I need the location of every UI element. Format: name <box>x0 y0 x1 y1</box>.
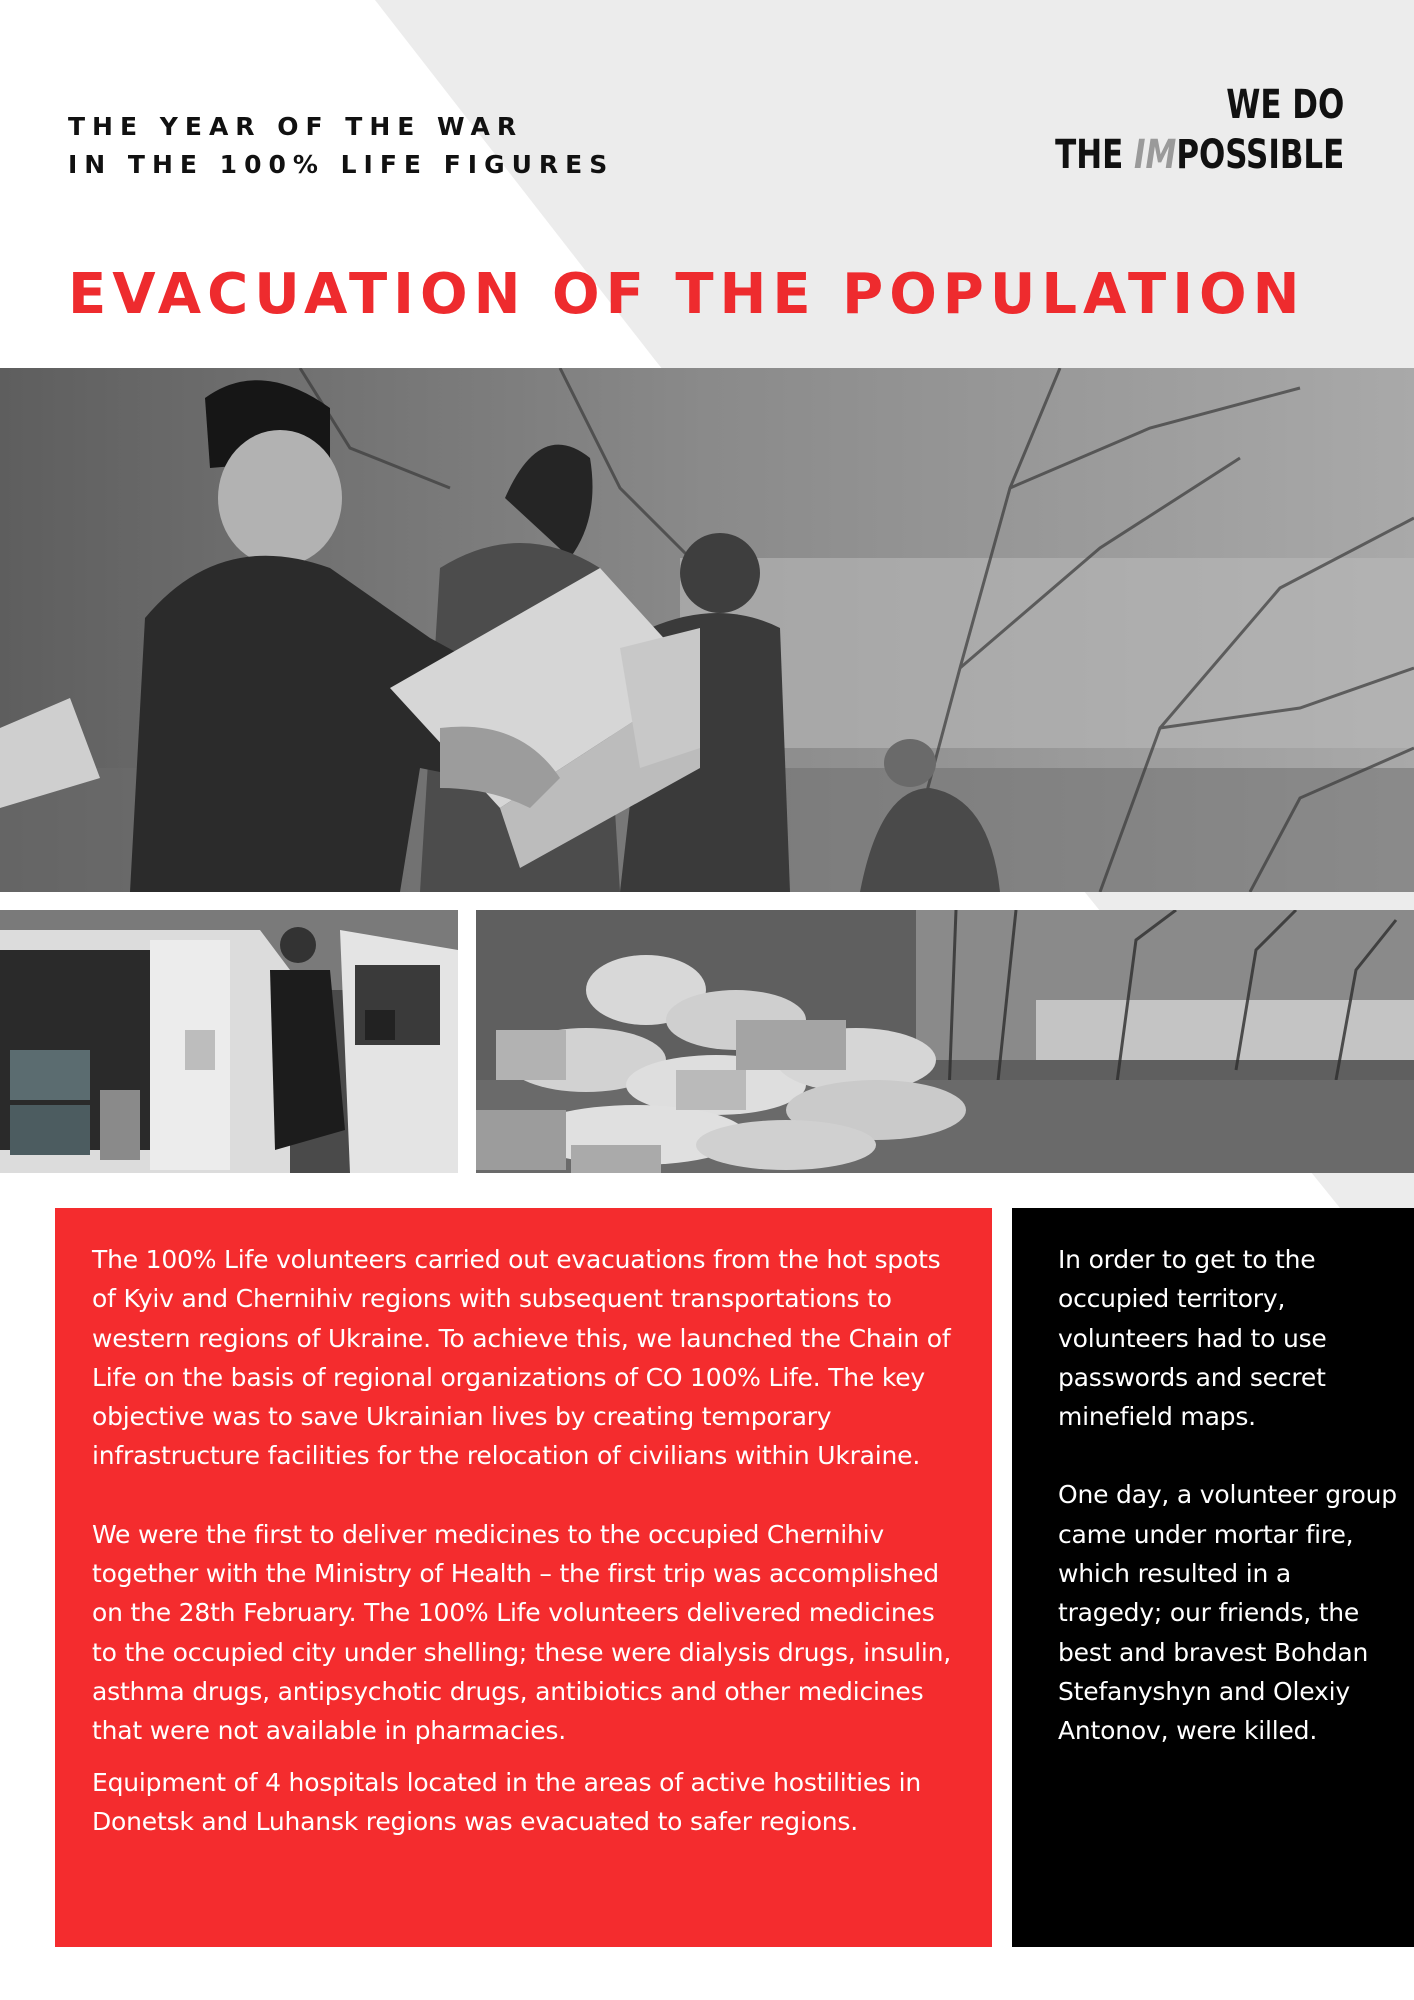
logo-word-the: THE <box>1054 132 1134 178</box>
paragraph-medicines: We were the first to deliver medicines to the occupied Chernihiv together with the Ministry of Health – the first trip was accomplished on the 28th February. The 100% Life volunteers delivered medicines to the occupied city under shelling; these were dialysis drugs, insulin, asthma drugs, antipsychotic drugs, antibiotics and other medicines that were not available in pharmacies. <box>92 1519 952 1746</box>
logo-word-im: IM <box>1133 132 1177 178</box>
hero-photo-volunteers <box>0 368 1414 892</box>
photo-van-loading <box>0 910 458 1173</box>
logo-line-1: WE DO <box>1225 82 1344 128</box>
kicker-line-1: THE YEAR OF THE WAR <box>68 112 524 141</box>
kicker-line-2: IN THE 100% LIFE FIGURES <box>68 150 615 179</box>
paragraph-passwords: In order to get to the occupied territory, volunteers had to use passwords and secret minefield maps. <box>1058 1245 1327 1432</box>
paragraph-tragedy: One day, a volunteer group came under mortar fire, which resulted in a tragedy; our friends, the best and bravest Bohdan Stefanyshyn and Olexiy Antonov, were killed. <box>1058 1480 1397 1746</box>
logo-line-2 <box>1055 130 1344 180</box>
paragraph-evacuations: The 100% Life volunteers carried out evacuations from the hot spots of Kyiv and Chernihiv regions with subsequent transportations to western regions of Ukraine. To achieve this, we launched the Chain of Life on the basis of regional organizations of CO 100% Life. The key objective was to save Ukrainian lives by creating temporary infrastructure facilities for the relocation of civilians within Ukraine. <box>92 1245 951 1471</box>
photo-supplies-pile <box>476 910 1414 1173</box>
page-title: EVACUATION OF THE POPULATION <box>68 262 1306 327</box>
logo-word-possible: POSSIBLE <box>1176 132 1344 178</box>
report-kicker <box>68 108 614 184</box>
volunteer-story-panel <box>1012 1208 1414 1947</box>
evacuation-text-panel <box>55 1208 992 1947</box>
paragraph-hospitals: Equipment of 4 hospitals located in the areas of active hostilities in Donetsk and Luhansk regions was evacuated to safer regions. <box>92 1767 921 1836</box>
brand-logo <box>1055 80 1344 180</box>
